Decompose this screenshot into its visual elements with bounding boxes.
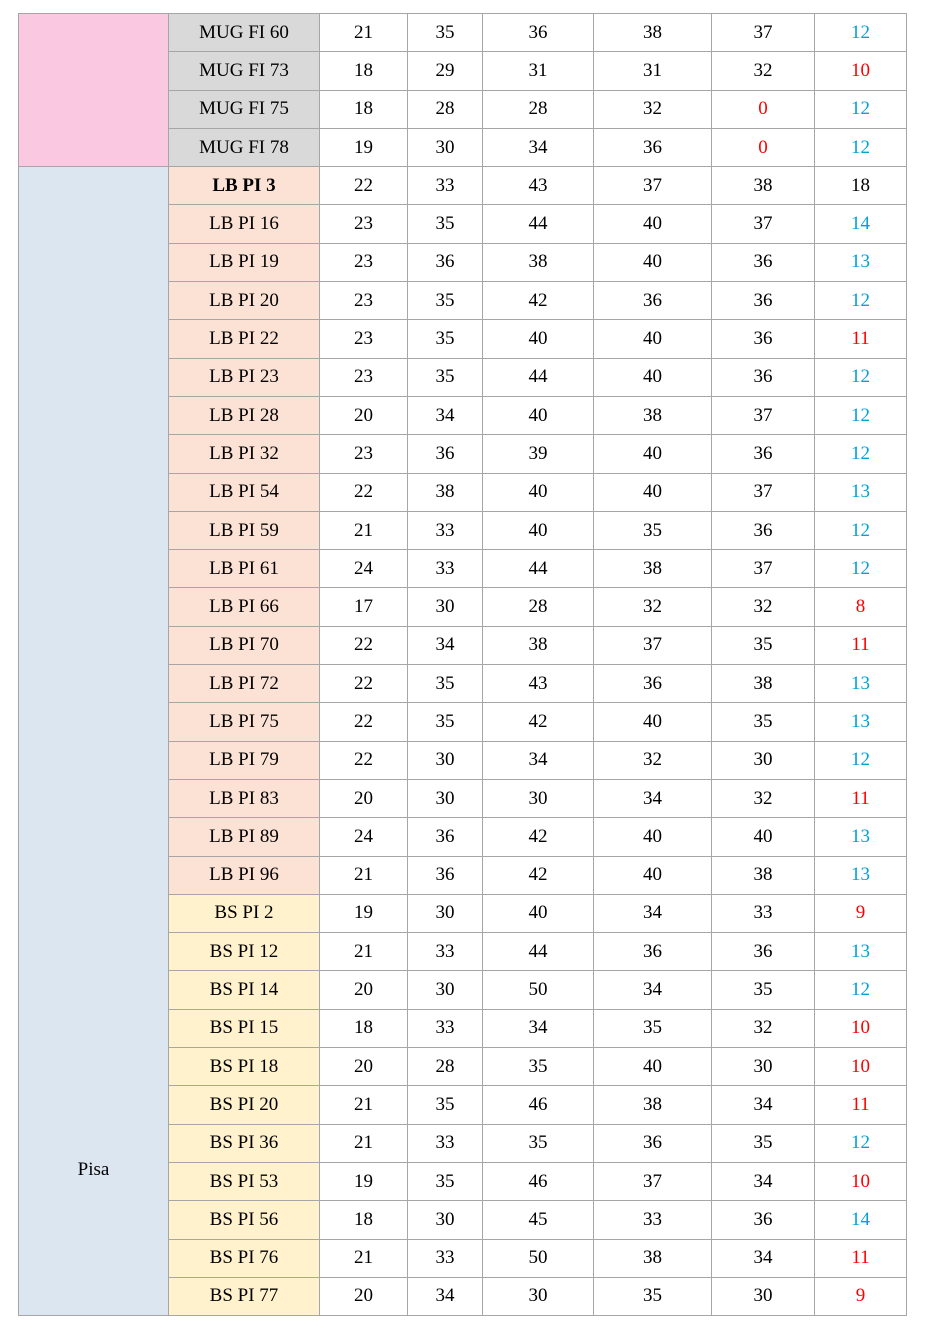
value-cell: 32 [712,779,815,817]
score-cell: 10 [815,52,907,90]
value-cell: 0 [712,128,815,166]
value-cell: 38 [594,396,712,434]
score-cell: 11 [815,779,907,817]
value-cell: 35 [408,282,483,320]
value-cell: 37 [712,205,815,243]
score-cell: 10 [815,1009,907,1047]
value-cell: 21 [320,1124,408,1162]
value-cell: 20 [320,396,408,434]
score-cell: 13 [815,243,907,281]
value-cell: 40 [594,818,712,856]
value-cell: 30 [712,741,815,779]
value-cell: 44 [483,933,594,971]
value-cell: 38 [712,856,815,894]
value-cell: 36 [712,511,815,549]
value-cell: 36 [712,282,815,320]
value-cell: 44 [483,358,594,396]
score-cell: 8 [815,588,907,626]
value-cell: 20 [320,971,408,1009]
value-cell: 37 [712,473,815,511]
value-cell: 23 [320,320,408,358]
score-cell: 12 [815,14,907,52]
value-cell: 36 [712,435,815,473]
value-cell: 34 [712,1162,815,1200]
value-cell: 30 [408,779,483,817]
sample-name-cell: LB PI 19 [169,243,320,281]
value-cell: 38 [594,550,712,588]
score-cell: 12 [815,1124,907,1162]
score-cell: 13 [815,856,907,894]
sample-name-cell: LB PI 61 [169,550,320,588]
score-cell: 12 [815,396,907,434]
sample-name-cell: BS PI 77 [169,1277,320,1315]
value-cell: 0 [712,90,815,128]
sample-name-cell: BS PI 56 [169,1201,320,1239]
value-cell: 40 [712,818,815,856]
value-cell: 24 [320,550,408,588]
value-cell: 38 [408,473,483,511]
value-cell: 35 [408,205,483,243]
value-cell: 33 [594,1201,712,1239]
value-cell: 33 [712,894,815,932]
value-cell: 34 [408,1277,483,1315]
score-cell: 13 [815,703,907,741]
value-cell: 36 [408,243,483,281]
sample-name-cell: MUG FI 78 [169,128,320,166]
sample-name-cell: BS PI 14 [169,971,320,1009]
value-cell: 30 [408,1201,483,1239]
sample-name-cell: BS PI 18 [169,1048,320,1086]
score-cell: 9 [815,1277,907,1315]
sample-name-cell: LB PI 22 [169,320,320,358]
value-cell: 35 [408,665,483,703]
sample-name-cell: MUG FI 75 [169,90,320,128]
value-cell: 42 [483,703,594,741]
value-cell: 18 [320,52,408,90]
value-cell: 39 [483,435,594,473]
value-cell: 33 [408,167,483,205]
value-cell: 33 [408,1009,483,1047]
value-cell: 32 [594,90,712,128]
value-cell: 38 [594,1086,712,1124]
value-cell: 35 [408,320,483,358]
value-cell: 46 [483,1162,594,1200]
value-cell: 40 [483,511,594,549]
sample-name-cell: LB PI 3 [169,167,320,205]
sample-name-cell: BS PI 53 [169,1162,320,1200]
value-cell: 35 [408,703,483,741]
value-cell: 28 [408,90,483,128]
value-cell: 40 [594,205,712,243]
score-cell: 10 [815,1048,907,1086]
value-cell: 35 [408,1086,483,1124]
value-cell: 33 [408,1124,483,1162]
value-cell: 36 [408,856,483,894]
sample-name-cell: LB PI 66 [169,588,320,626]
value-cell: 34 [483,128,594,166]
value-cell: 34 [594,894,712,932]
value-cell: 34 [483,741,594,779]
value-cell: 18 [320,1201,408,1239]
value-cell: 43 [483,167,594,205]
sample-name-cell: LB PI 20 [169,282,320,320]
value-cell: 28 [483,90,594,128]
value-cell: 34 [408,626,483,664]
sample-name-cell: LB PI 23 [169,358,320,396]
score-cell: 12 [815,741,907,779]
value-cell: 40 [483,473,594,511]
value-cell: 17 [320,588,408,626]
sample-name-cell: LB PI 83 [169,779,320,817]
value-cell: 21 [320,14,408,52]
value-cell: 45 [483,1201,594,1239]
value-cell: 22 [320,741,408,779]
value-cell: 24 [320,818,408,856]
value-cell: 35 [408,14,483,52]
value-cell: 37 [712,14,815,52]
value-cell: 50 [483,1239,594,1277]
value-cell: 42 [483,818,594,856]
data-table [18,13,907,1316]
value-cell: 32 [594,741,712,779]
sample-name-cell: LB PI 72 [169,665,320,703]
value-cell: 42 [483,282,594,320]
value-cell: 22 [320,473,408,511]
sample-name-cell: BS PI 15 [169,1009,320,1047]
value-cell: 28 [408,1048,483,1086]
table-body [19,14,907,1316]
value-cell: 40 [594,243,712,281]
sample-name-cell: BS PI 36 [169,1124,320,1162]
value-cell: 38 [483,626,594,664]
value-cell: 36 [408,818,483,856]
score-cell: 11 [815,320,907,358]
value-cell: 18 [320,90,408,128]
score-cell: 12 [815,358,907,396]
value-cell: 35 [712,703,815,741]
value-cell: 32 [712,588,815,626]
sample-name-cell: LB PI 28 [169,396,320,434]
value-cell: 20 [320,1048,408,1086]
sample-name-cell: LB PI 54 [169,473,320,511]
table-row [19,14,907,52]
value-cell: 21 [320,511,408,549]
value-cell: 44 [483,550,594,588]
value-cell: 40 [594,856,712,894]
sample-name-cell: LB PI 89 [169,818,320,856]
value-cell: 36 [712,243,815,281]
value-cell: 30 [408,128,483,166]
value-cell: 40 [483,320,594,358]
sample-name-cell: LB PI 70 [169,626,320,664]
sample-name-cell: BS PI 12 [169,933,320,971]
value-cell: 35 [594,1009,712,1047]
score-cell: 12 [815,971,907,1009]
score-cell: 13 [815,818,907,856]
score-cell: 18 [815,167,907,205]
value-cell: 40 [483,894,594,932]
value-cell: 35 [483,1048,594,1086]
value-cell: 36 [483,14,594,52]
value-cell: 19 [320,894,408,932]
value-cell: 35 [712,626,815,664]
value-cell: 40 [594,320,712,358]
score-cell: 14 [815,205,907,243]
value-cell: 36 [712,1201,815,1239]
score-cell: 12 [815,550,907,588]
value-cell: 42 [483,856,594,894]
value-cell: 37 [594,1162,712,1200]
value-cell: 35 [712,1124,815,1162]
score-cell: 10 [815,1162,907,1200]
value-cell: 36 [712,320,815,358]
sample-name-cell: LB PI 32 [169,435,320,473]
score-cell: 13 [815,933,907,971]
value-cell: 38 [594,1239,712,1277]
value-cell: 21 [320,1239,408,1277]
score-cell: 14 [815,1201,907,1239]
value-cell: 23 [320,358,408,396]
score-cell: 11 [815,1239,907,1277]
value-cell: 40 [594,435,712,473]
value-cell: 34 [712,1239,815,1277]
value-cell: 22 [320,703,408,741]
value-cell: 38 [594,14,712,52]
value-cell: 37 [712,396,815,434]
value-cell: 30 [408,894,483,932]
value-cell: 33 [408,511,483,549]
table-row [19,167,907,205]
value-cell: 31 [594,52,712,90]
value-cell: 32 [712,1009,815,1047]
value-cell: 35 [408,1162,483,1200]
value-cell: 18 [320,1009,408,1047]
score-cell: 11 [815,626,907,664]
value-cell: 19 [320,1162,408,1200]
value-cell: 50 [483,971,594,1009]
value-cell: 34 [712,1086,815,1124]
sample-name-cell: MUG FI 60 [169,14,320,52]
value-cell: 43 [483,665,594,703]
score-cell: 13 [815,473,907,511]
value-cell: 30 [712,1048,815,1086]
value-cell: 38 [712,665,815,703]
value-cell: 34 [408,396,483,434]
value-cell: 35 [712,971,815,1009]
score-cell: 12 [815,128,907,166]
value-cell: 35 [594,1277,712,1315]
score-cell: 13 [815,665,907,703]
sample-name-cell: BS PI 2 [169,894,320,932]
value-cell: 36 [594,128,712,166]
value-cell: 29 [408,52,483,90]
value-cell: 23 [320,243,408,281]
value-cell: 23 [320,282,408,320]
value-cell: 19 [320,128,408,166]
value-cell: 44 [483,205,594,243]
score-cell: 12 [815,282,907,320]
value-cell: 36 [594,933,712,971]
value-cell: 34 [594,779,712,817]
value-cell: 23 [320,435,408,473]
sample-name-cell: LB PI 96 [169,856,320,894]
group-cell: Pisa [19,167,169,1316]
value-cell: 36 [594,282,712,320]
value-cell: 33 [408,550,483,588]
sample-name-cell: LB PI 75 [169,703,320,741]
value-cell: 34 [594,971,712,1009]
value-cell: 28 [483,588,594,626]
value-cell: 21 [320,933,408,971]
value-cell: 20 [320,1277,408,1315]
value-cell: 36 [594,665,712,703]
value-cell: 32 [594,588,712,626]
value-cell: 35 [408,358,483,396]
value-cell: 22 [320,167,408,205]
score-cell: 12 [815,90,907,128]
score-cell: 11 [815,1086,907,1124]
value-cell: 37 [712,550,815,588]
value-cell: 37 [594,626,712,664]
value-cell: 40 [483,396,594,434]
value-cell: 46 [483,1086,594,1124]
value-cell: 40 [594,473,712,511]
sample-name-cell: MUG FI 73 [169,52,320,90]
value-cell: 22 [320,665,408,703]
value-cell: 38 [483,243,594,281]
value-cell: 37 [594,167,712,205]
sample-name-cell: LB PI 79 [169,741,320,779]
value-cell: 35 [594,511,712,549]
sample-name-cell: LB PI 59 [169,511,320,549]
value-cell: 33 [408,1239,483,1277]
score-cell: 12 [815,435,907,473]
value-cell: 34 [483,1009,594,1047]
value-cell: 36 [594,1124,712,1162]
score-cell: 12 [815,511,907,549]
value-cell: 30 [712,1277,815,1315]
value-cell: 40 [594,358,712,396]
value-cell: 38 [712,167,815,205]
value-cell: 30 [408,588,483,626]
value-cell: 30 [483,779,594,817]
value-cell: 30 [483,1277,594,1315]
value-cell: 32 [712,52,815,90]
value-cell: 22 [320,626,408,664]
value-cell: 33 [408,933,483,971]
value-cell: 40 [594,1048,712,1086]
value-cell: 21 [320,1086,408,1124]
value-cell: 40 [594,703,712,741]
score-cell: 9 [815,894,907,932]
value-cell: 21 [320,856,408,894]
value-cell: 20 [320,779,408,817]
value-cell: 30 [408,741,483,779]
sample-name-cell: BS PI 20 [169,1086,320,1124]
value-cell: 36 [712,933,815,971]
sample-name-cell: BS PI 76 [169,1239,320,1277]
value-cell: 36 [712,358,815,396]
value-cell: 31 [483,52,594,90]
value-cell: 30 [408,971,483,1009]
group-cell [19,14,169,167]
value-cell: 23 [320,205,408,243]
value-cell: 35 [483,1124,594,1162]
sample-name-cell: LB PI 16 [169,205,320,243]
value-cell: 36 [408,435,483,473]
